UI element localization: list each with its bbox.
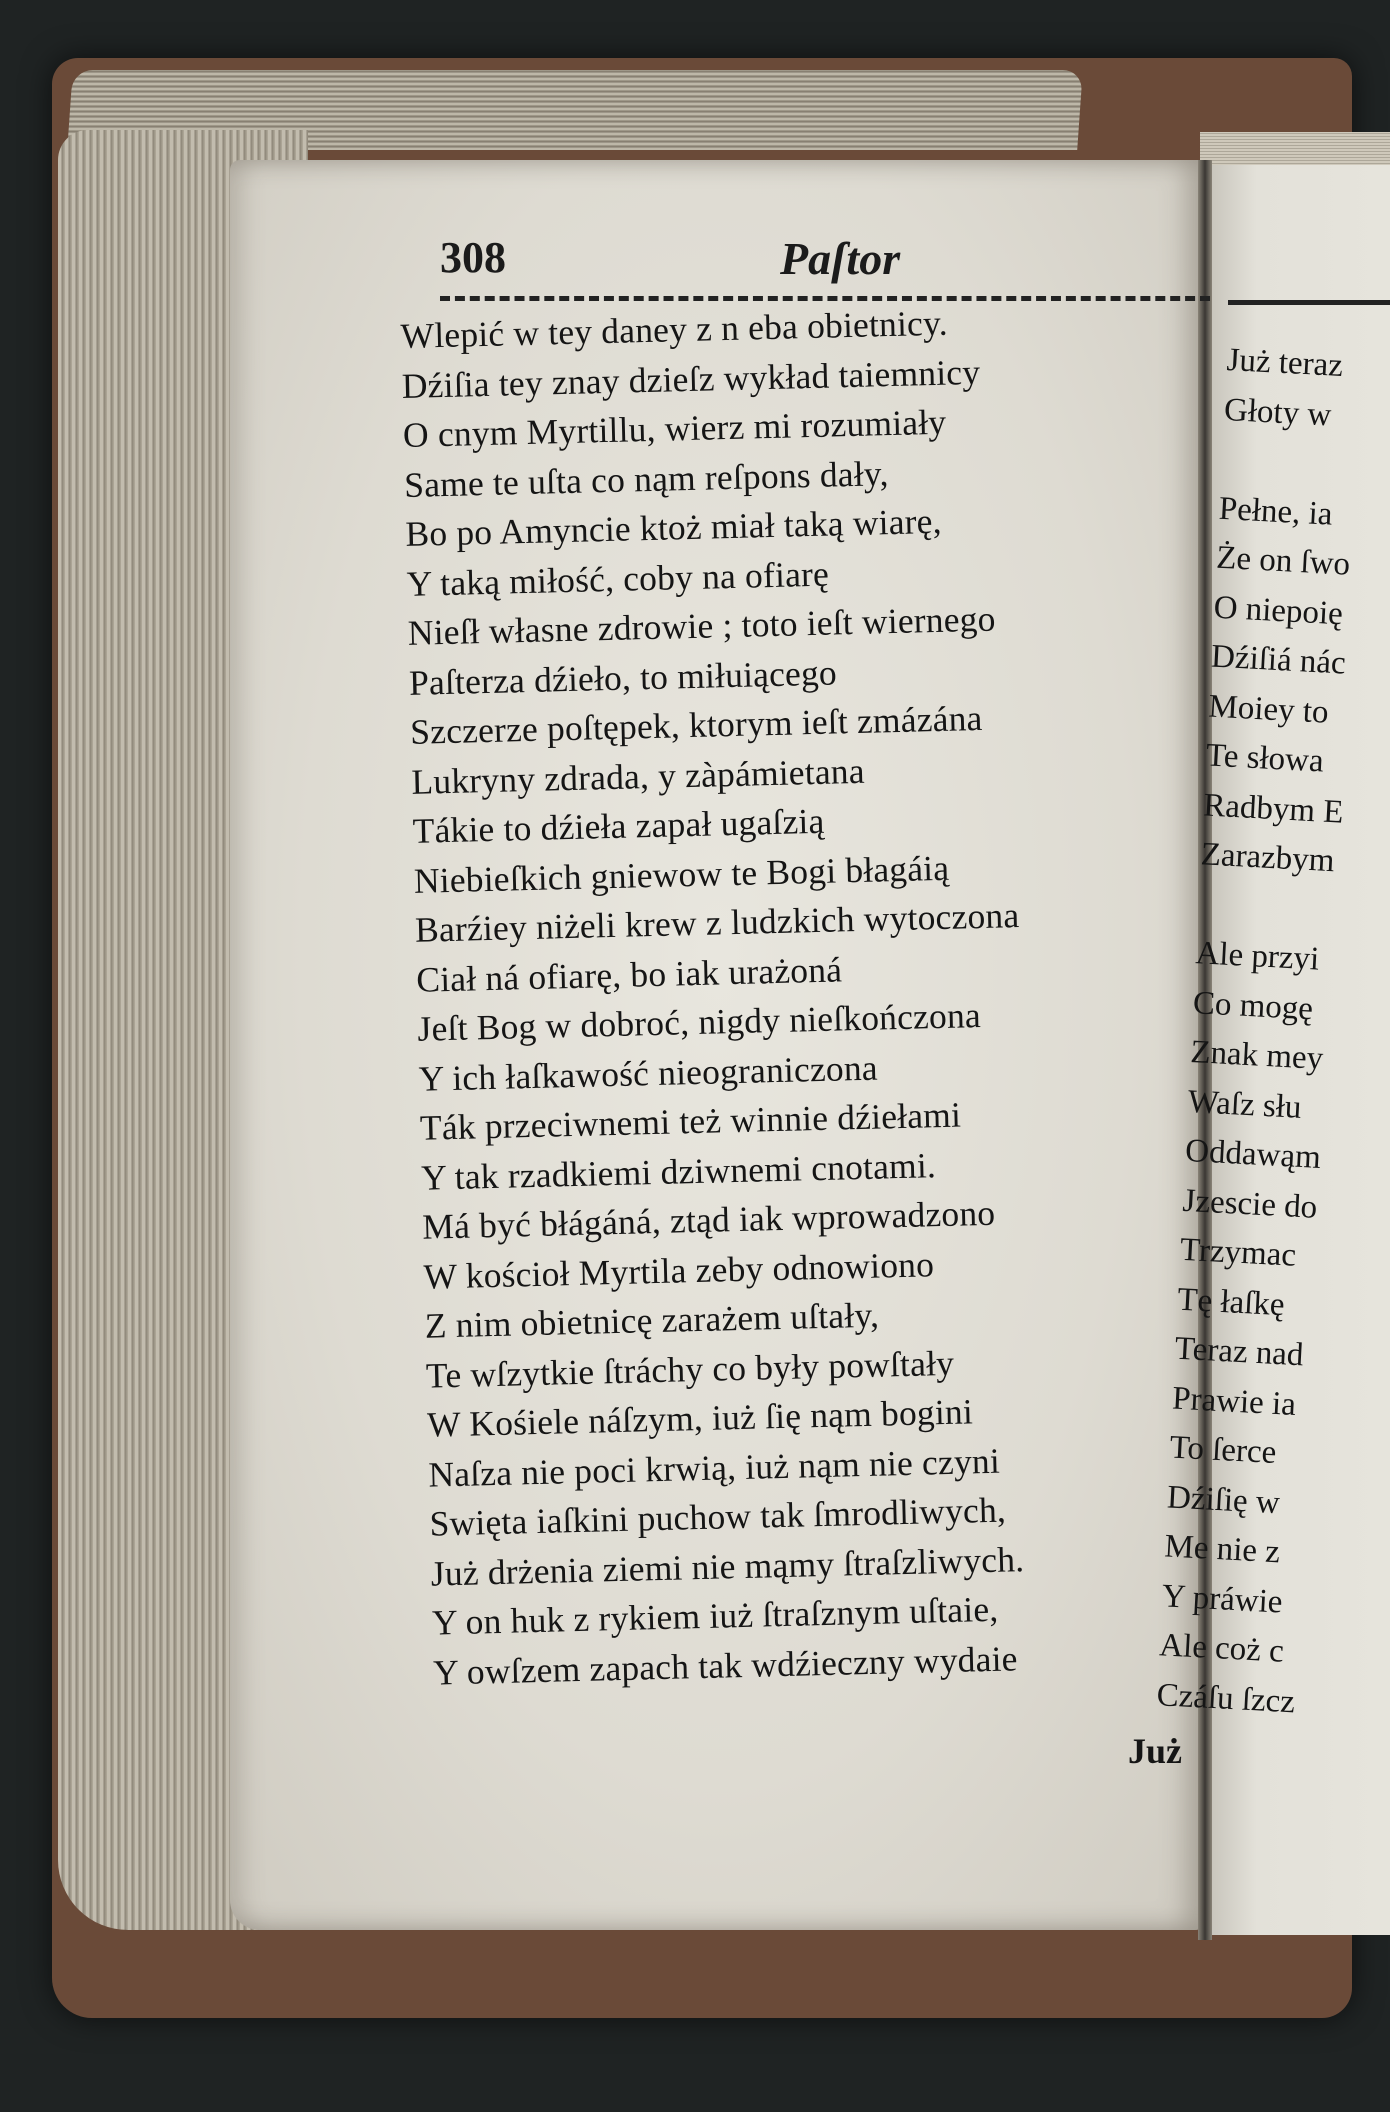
facing-page-line: Oddawąm bbox=[1184, 1132, 1322, 1176]
poem-line: W kościoł Myrtila zeby odnowiono bbox=[423, 1243, 935, 1297]
facing-page-line: Już teraz bbox=[1225, 341, 1344, 385]
facing-page-line: Prawie ia bbox=[1171, 1380, 1297, 1423]
facing-page-line: Me nie z bbox=[1163, 1528, 1281, 1571]
facing-page-line: Dźiſiá nác bbox=[1210, 638, 1347, 682]
poem-text bbox=[400, 292, 1254, 1698]
facing-page-line: To ſerce bbox=[1168, 1429, 1278, 1472]
facing-page-line: O niepoię bbox=[1212, 589, 1344, 632]
poem-line: Y taką miłość, coby na ofiarę bbox=[406, 553, 830, 604]
facing-page-line: Głoty w bbox=[1223, 391, 1333, 433]
facing-page-line: Czáſu ſzcz bbox=[1155, 1676, 1296, 1720]
page-number: 308 bbox=[440, 233, 506, 282]
poem-line: Już drżenia ziemi nie mąmy ſtraſzliwych. bbox=[430, 1538, 1025, 1594]
facing-page-line: Y práwie bbox=[1161, 1577, 1284, 1621]
catchword: Już bbox=[1128, 1731, 1182, 1771]
facing-page-line: Radbym E bbox=[1202, 786, 1345, 831]
poem-line: Y tak rzadkiemi dziwnemi cnotami. bbox=[420, 1144, 937, 1198]
poem-line: Wlepić w tey daney z n eba obietnicy. bbox=[400, 302, 949, 356]
facing-page-line: Znak mey bbox=[1189, 1034, 1325, 1077]
poem-line: O cnym Myrtillu, wierz mi rozumiały bbox=[402, 401, 947, 455]
poem-line: Naſza nie poci krwią, iuż nąm nie czyni bbox=[427, 1440, 1001, 1495]
facing-page-line: Tę łaſkę bbox=[1176, 1281, 1286, 1323]
facing-page-line: Co mogę bbox=[1192, 984, 1314, 1027]
facing-page-line: Ale coż c bbox=[1158, 1627, 1285, 1670]
running-title: Paſtor bbox=[780, 233, 901, 284]
poem-line: Bo po Amyncie ktoż miał taką wiarę, bbox=[404, 500, 943, 554]
poem-line: W Kośiele náſzym, iuż ſię nąm bogini bbox=[426, 1391, 974, 1445]
poem-line: Z nim obietnicę zarażem uſtały, bbox=[424, 1294, 880, 1346]
poem-line: Niebieſkich gniewow te Bogi błagáią bbox=[413, 847, 950, 901]
poem-line: Má być błágáná, ztąd iak wprowadzono bbox=[421, 1192, 996, 1247]
facing-page-line: Dźiſię w bbox=[1166, 1478, 1281, 1521]
poem-line: Swięta iaſkini puchow tak ſmrodliwych, bbox=[429, 1489, 1007, 1544]
poem-line: Nieſł własne zdrowie ; toto ieſt wiernego bbox=[407, 598, 997, 653]
facing-page-line: Moiey to bbox=[1207, 688, 1330, 731]
facing-page-line: Teraz nad bbox=[1173, 1330, 1305, 1374]
poem-line: Ták przeciwnemi też winnie dźiełami bbox=[419, 1094, 962, 1148]
facing-page-line: Pełne, ia bbox=[1218, 490, 1334, 533]
facing-page-line: Waſz słu bbox=[1186, 1083, 1303, 1126]
facing-page-line: Zarazbym bbox=[1199, 836, 1336, 880]
facing-page-line: Trzymac bbox=[1179, 1231, 1298, 1274]
poem-line: Szczerze poſtępek, ktorym ieſt zmázána bbox=[409, 697, 983, 752]
facing-page-line: Że on ſwo bbox=[1215, 539, 1351, 583]
facing-page-line: Te słowa bbox=[1205, 737, 1325, 780]
facing-page-header-rule bbox=[1228, 300, 1390, 305]
poem-line: Y owſzem zapach tak wdźieczny wydaie bbox=[432, 1637, 1019, 1693]
poem-line: Same te uſta co nąm reſpons dały, bbox=[403, 452, 889, 505]
poem-line: Y on huk z rykiem iuż ſtraſznym uſtaie, bbox=[431, 1588, 999, 1643]
page-header bbox=[440, 232, 1200, 292]
poem-line: Lukryny zdrada, y zàpámietana bbox=[410, 750, 866, 802]
poem-line: Tákie to dźieła zapał ugaſzią bbox=[412, 800, 825, 851]
poem-line: Dźiſia tey znay dzieſz wykład taiemnicy bbox=[401, 351, 981, 406]
poem-line: Paſterza dźieło, to miłuiącego bbox=[408, 651, 838, 703]
poem-line: Te wſzytkie ſtráchy co były powſtały bbox=[425, 1342, 955, 1396]
facing-page-line: Jzescie do bbox=[1181, 1182, 1319, 1226]
facing-page-line: Ale przyi bbox=[1194, 935, 1321, 978]
poem-line: Y ich łaſkawość nieograniczona bbox=[418, 1047, 879, 1099]
poem-line: Jeſt Bog w dobroć, nigdy nieſkończona bbox=[417, 995, 982, 1049]
poem-line: Ciał ná ofiarę, bo iak urażoná bbox=[415, 948, 843, 1000]
poem-line: Barźiey niżeli krew z ludzkich wytoczona bbox=[414, 895, 1020, 950]
